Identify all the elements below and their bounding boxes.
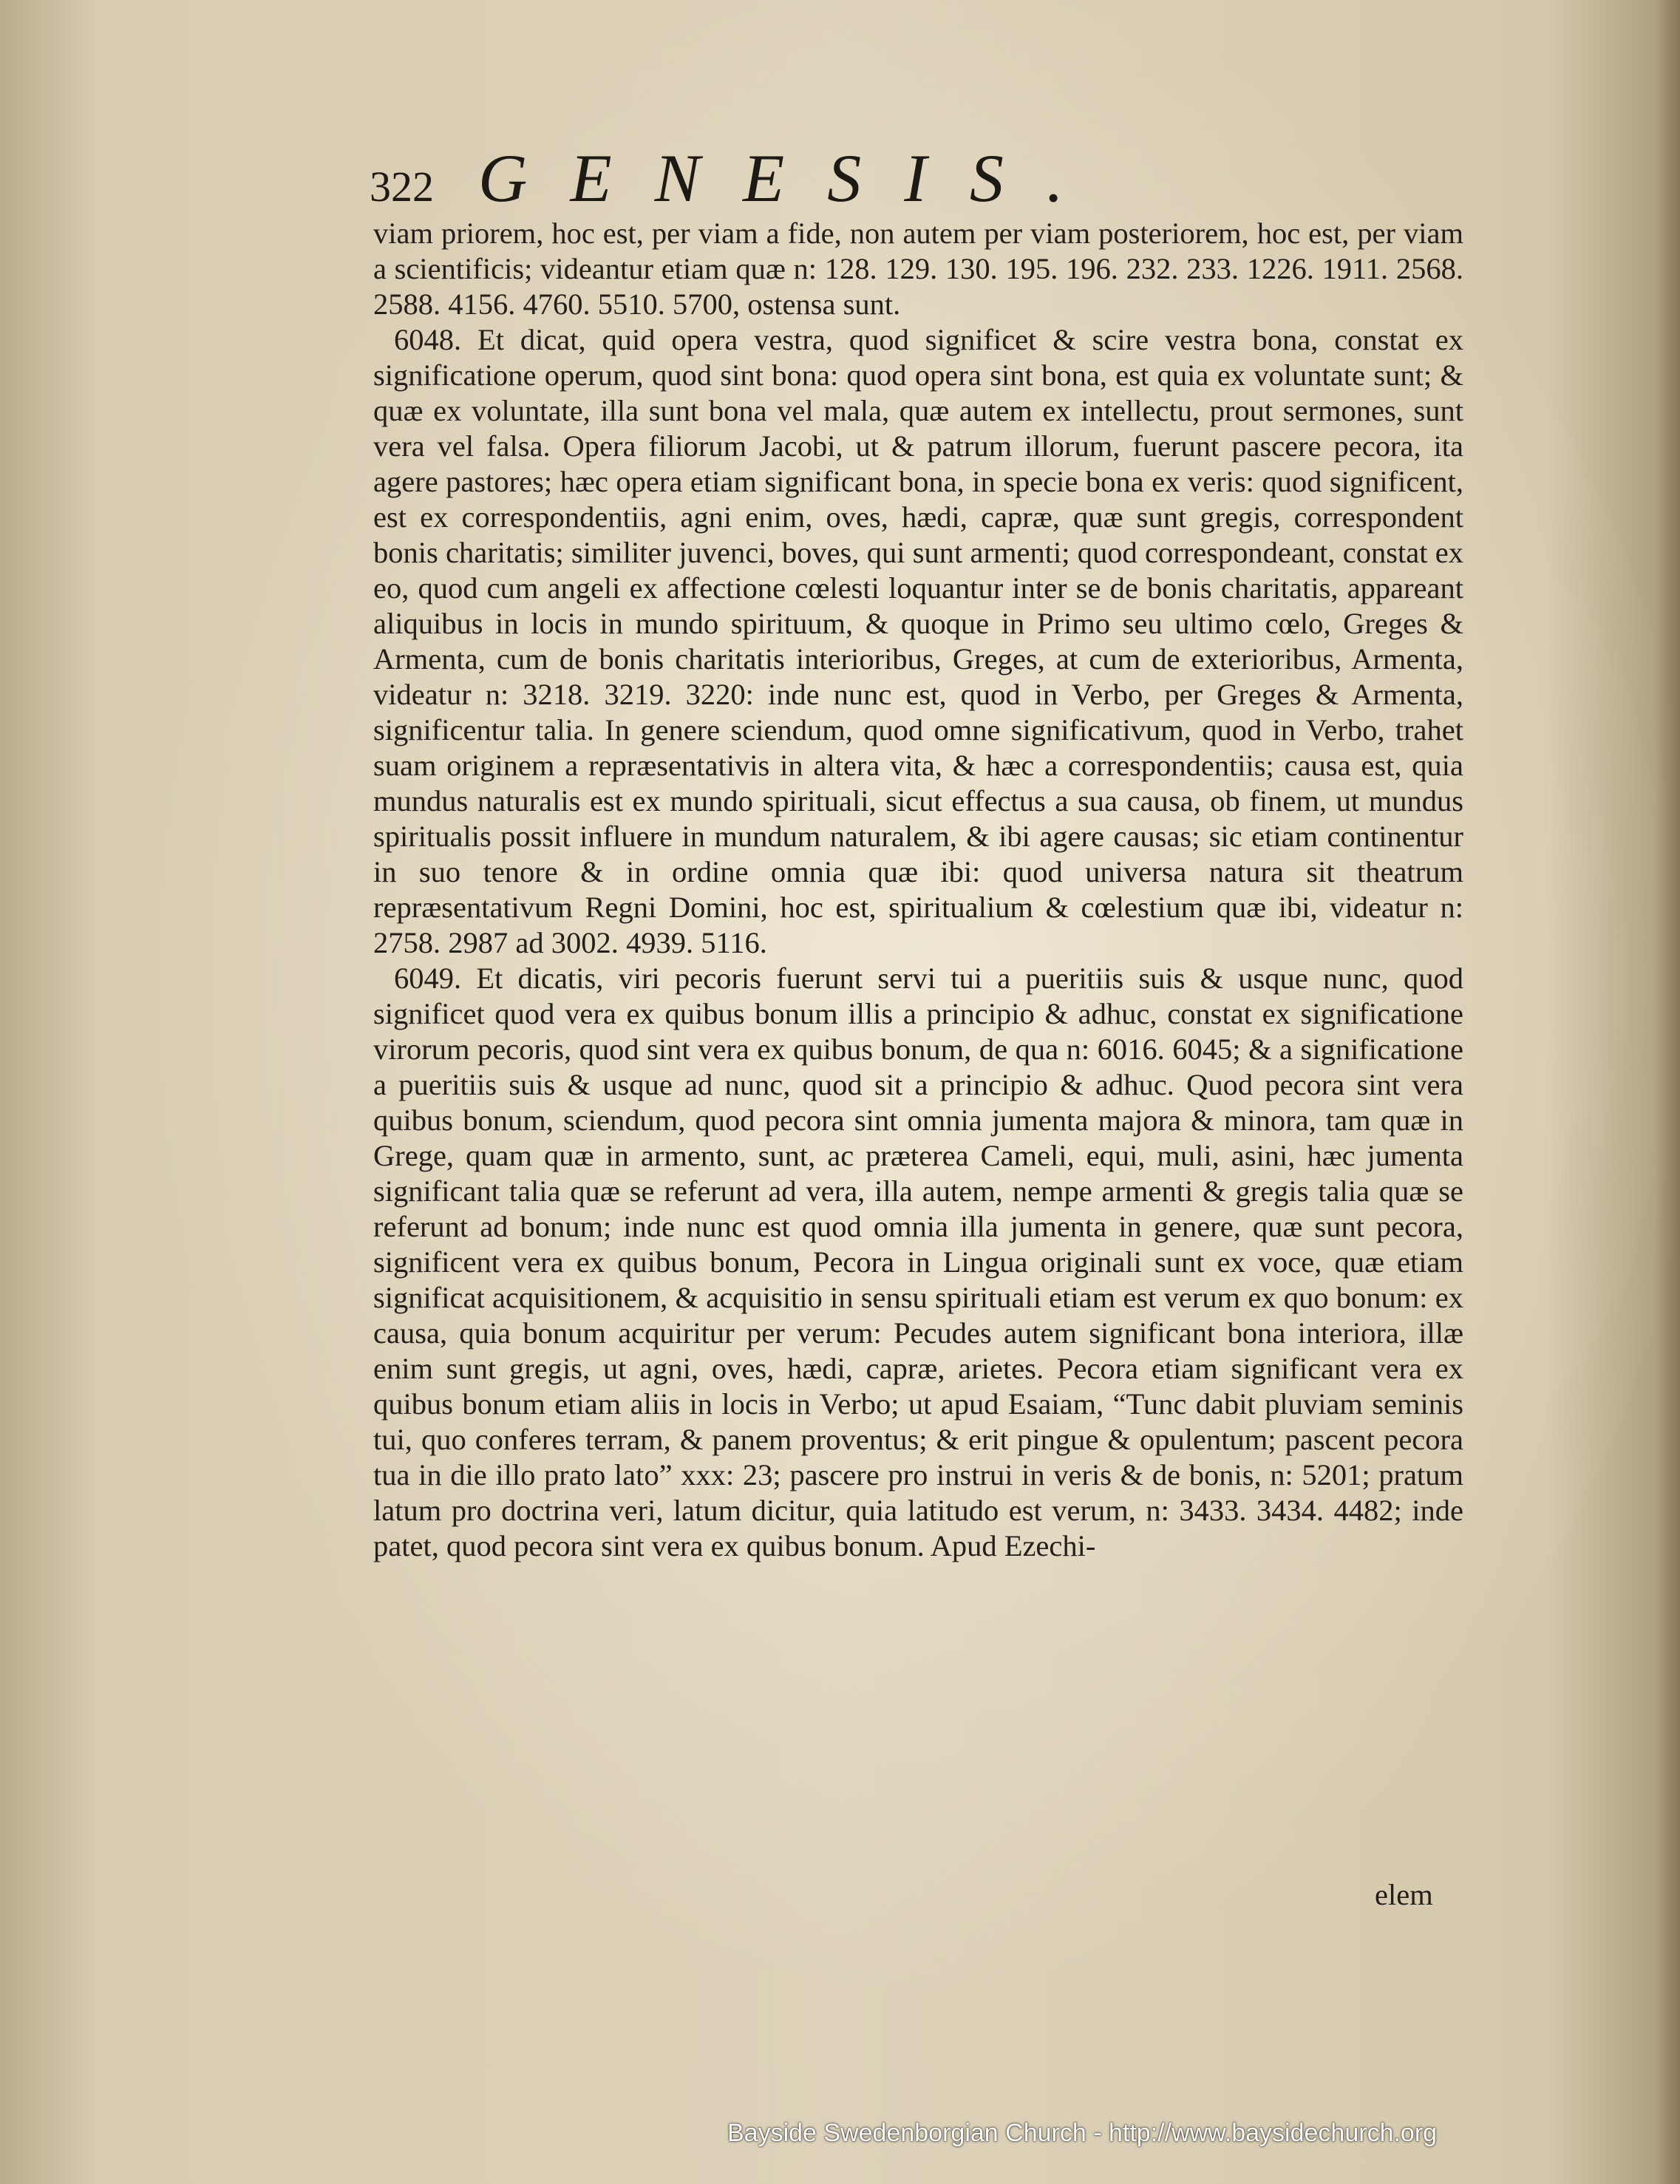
running-title: GENESIS. <box>478 140 1106 216</box>
catchword: elem <box>1375 1878 1433 1911</box>
paragraph-6049: 6049. Et dicatis, viri pecoris fuerunt servi tui a pueritiis suis & usque nunc, quod significet quod vera ex quibus bonum illis a principio & adhuc, constat ex significatione virorum pecoris, quod sint vera ex quibus bonum, de qua n: 6016. 6045; & a significatione a pueritiis suis & usque ad nunc, quod sit a principio & adhuc. Quod pecora sint vera quibus bonum, sciendum, quod pecora sint omnia jumenta majora & minora, tam quæ in Grege, quam quæ in armento, sunt, ac præterea Cameli, equi, muli, asini, hæc jumenta significant talia quæ se referunt ad vera, illa autem, nempe armenti & gregis talia quæ se referunt ad bonum; inde nunc est quod omnia illa jumenta in genere, quæ sunt pecora, significent vera ex quibus bonum, Pecora in Lingua originali sunt ex voce, quæ etiam significat acquisitionem, & acquisitio in sensu spirituali etiam est verum ex quo bonum: ex causa, quia bonum acquiritur per verum: Pecudes autem significant bona interiora, illæ enim sunt gregis, ut agni, oves, hædi, capræ, arietes. Pecora etiam significant vera ex quibus bonum etiam aliis in locis in Verbo; ut apud Esaiam, “Tunc dabit pluviam seminis tui, quo conferes terram, & panem proventus; & erit pingue & opulentum; pascent pecora tua in die illo prato lato” xxx: 23; pascere pro instrui in veris & de bonis, n: 5201; pratum latum pro doctrina veri, latum dicitur, quia latitudo est verum, n: 3433. 3434. 4482; inde patet, quod pecora sint vera ex quibus bonum. Apud Ezechi- <box>373 962 1463 1562</box>
paragraph-continuation: viam priorem, hoc est, per viam a fide, non autem per viam posteriorem, hoc est, per viam a scientificis; videantur etiam quæ n: 128. 129. 130. 195. 196. 232. 233. 1226. 1911. 2568. 2588. 4156. 4760. 5510. 5700, ostensa sunt. <box>373 217 1463 321</box>
footer-credit: Bayside Swedenborgian Church - http://www.baysidechurch.org <box>727 2119 1438 2147</box>
page-header <box>370 139 1330 216</box>
page-edge-shadow <box>1655 0 1680 2184</box>
page-number: 322 <box>370 163 434 211</box>
body-text <box>373 216 1463 1923</box>
paragraph-6048: 6048. Et dicat, quid opera vestra, quod significet & scire vestra bona, constat ex significatione operum, quod sint bona: quod opera sint bona, est quia ex voluntate sunt; & quæ ex voluntate, illa sunt bona vel mala, quæ autem ex intellectu, prout sermones, sunt vera vel falsa. Opera filiorum Jacobi, ut & patrum illorum, fuerunt pascere pecora, ita agere pastores; hæc opera etiam significant bona, in specie bona ex veris: quod significent, est ex correspondentiis, agni enim, oves, hædi, capræ, quæ sunt gregis, correspondent bonis charitatis; similiter juvenci, boves, qui sunt armenti; quod correspondeant, constat ex eo, quod cum angeli ex affectione cœlesti loquantur inter se de bonis charitatis, appareant aliquibus in locis in mundo spirituum, & quoque in Primo seu ultimo cœlo, Greges & Armenta, cum de bonis charitatis interioribus, Greges, at cum de exterioribus, Armenta, videatur n: 3218. 3219. 3220: inde nunc est, quod in Verbo, per Greges & Armenta, significentur talia. In genere sciendum, quod omne significativum, quod in Verbo, trahet suam originem a repræsentativis in altera vita, & hæc a correspondentiis; causa est, quia mundus naturalis est ex mundo spirituali, sicut effectus a sua causa, ob finem, ut mundus spiritualis possit influere in mundum naturalem, & ibi agere causas; sic etiam continentur in suo tenore & in ordine omnia quæ ibi: quod universa natura sit theatrum repræsentativum Regni Domini, hoc est, spiritualium & cœlestium quæ ibi, videatur n: 2758. 2987 ad 3002. 4939. 5116. <box>373 323 1463 959</box>
